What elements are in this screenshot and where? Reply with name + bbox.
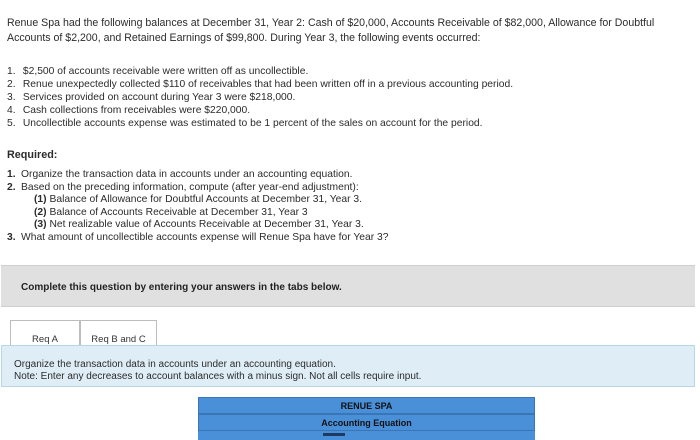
table-header-strip (198, 431, 535, 440)
instruction-text: Complete this question by entering your answers in the tabs below. (21, 282, 342, 293)
sub-text: Balance of Allowance for Doubtful Accounts at December 31, Year 3. (49, 194, 362, 206)
question-panel (1, 345, 695, 387)
list-number: 2. (7, 181, 16, 193)
list-item (7, 117, 513, 130)
sub-text: Balance of Accounts Receivable at December 31, Year 3 (49, 206, 308, 218)
list-number: 5. (7, 118, 16, 129)
required-heading: Required: (7, 149, 58, 161)
list-number: 3. (7, 92, 16, 103)
event-text: Renue unexpectedly collected $110 of receivables that had been written off in a previous accounting period. (22, 79, 514, 90)
required-list (7, 169, 389, 245)
list-number: 3. (7, 231, 16, 243)
sub-list-item (7, 207, 389, 220)
events-list (7, 65, 513, 130)
sub-number: (3) (34, 219, 47, 231)
sub-list-item (7, 194, 389, 207)
required-text: Based on the preceding information, compute (after year-end adjustment): (21, 181, 359, 193)
cursor-indicator (323, 433, 345, 436)
list-item (7, 104, 513, 117)
sub-text: Net realizable value of Accounts Receivable at December 31, Year 3. (49, 219, 364, 231)
panel-instruction: Organize the transaction data in accounts under an accounting equation. (14, 359, 336, 370)
sub-list-item (7, 219, 389, 232)
list-item (7, 91, 513, 104)
tab-req-b-and-c[interactable]: Req B and C (80, 320, 157, 358)
required-text: What amount of uncollectible accounts expense will Renue Spa have for Year 3? (21, 231, 389, 243)
sub-number: (2) (34, 206, 47, 218)
event-text: Uncollectible accounts expense was estimated to be 1 percent of the sales on account for the period. (22, 118, 483, 129)
list-item (7, 78, 513, 91)
list-item (7, 65, 513, 78)
sub-number: (1) (34, 194, 47, 206)
event-text: Services provided on account during Year 3 were $218,000. (22, 92, 296, 103)
required-text: Organize the transaction data in accounts under an accounting equation. (21, 169, 353, 180)
list-number: 1. (7, 169, 16, 180)
list-number: 4. (7, 105, 16, 116)
problem-intro: Renue Spa had the following balances at December 31, Year 2: Cash of $20,000, Accounts Receivable of $82,000, Allowance for Doubtful Accounts of $2,200, and Retained Earnings of $99,800. During Year 3, the following events occurred: (7, 17, 655, 44)
table-company-header: RENUE SPA (198, 397, 535, 414)
panel-note: Note: Enter any decreases to account balances with a minus sign. Not all cells require input. (14, 371, 422, 382)
list-number: 2. (7, 79, 16, 90)
list-number: 1. (7, 66, 16, 77)
event-text: $2,500 of accounts receivable were written off as uncollectible. (22, 66, 309, 77)
table-title-header: Accounting Equation (198, 414, 535, 431)
event-text: Cash collections from receivables were $220,000. (22, 105, 251, 116)
list-item (7, 232, 389, 245)
list-item (7, 182, 389, 195)
list-item (7, 169, 389, 182)
instruction-banner (1, 265, 695, 307)
tab-req-a[interactable]: Req A (10, 320, 80, 358)
accounting-equation-table (198, 392, 535, 440)
